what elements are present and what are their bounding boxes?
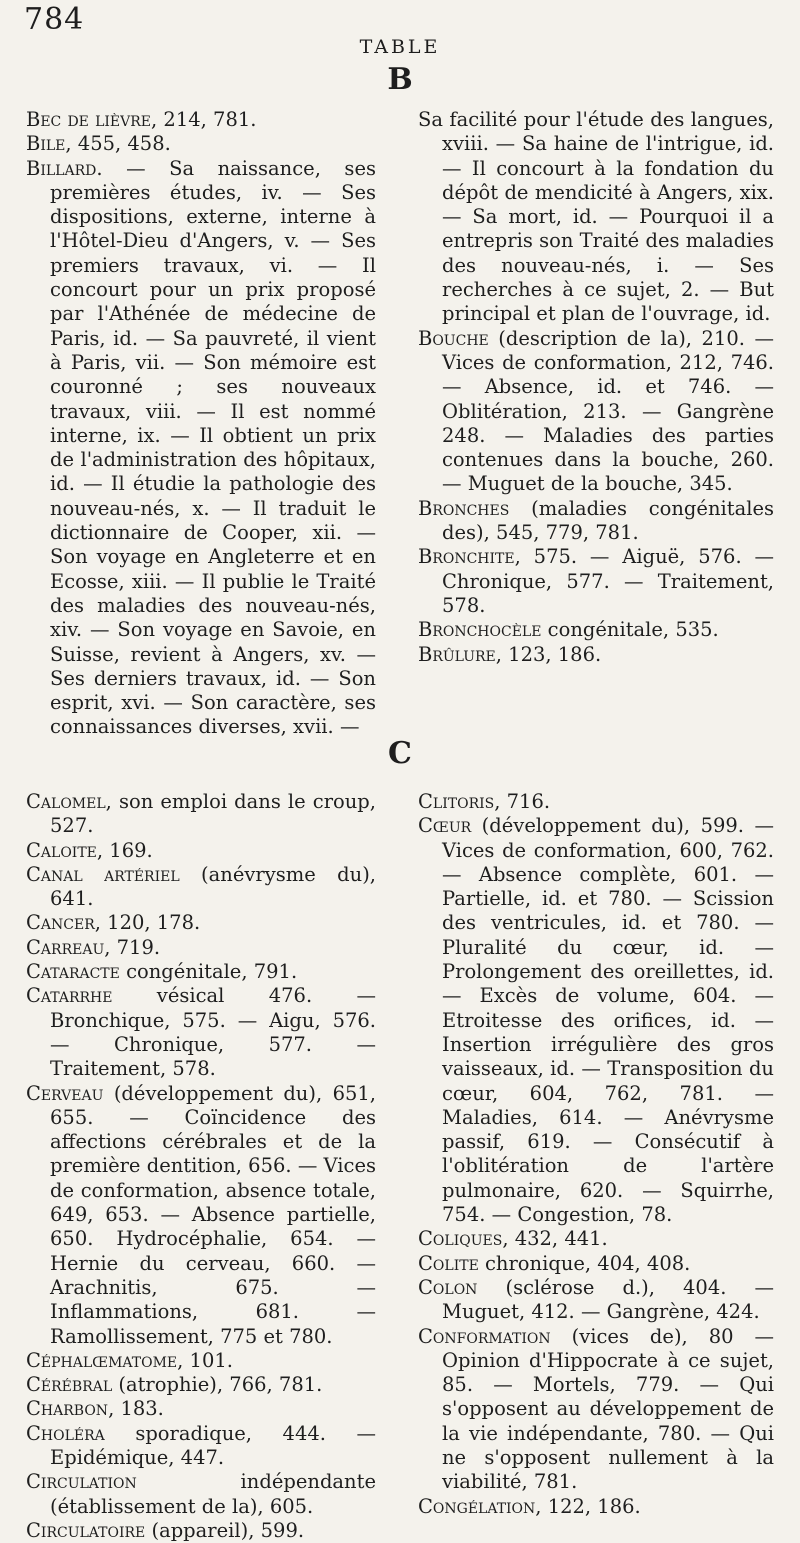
entry-heading: Cancer: [26, 911, 95, 935]
index-entry: [418, 497, 774, 546]
section-c-right-column: [418, 790, 774, 1519]
entry-text: , 169.: [96, 838, 153, 862]
entry-text: chronique, 404, 408.: [478, 1251, 691, 1275]
entry-heading: Canal artériel: [26, 862, 180, 886]
entry-text: vésical 476. — Bronchique, 575. — Aigu, 576. — Chronique, 577. — Traitement, 578.: [50, 984, 376, 1081]
entry-text: congénitale, 791.: [119, 960, 298, 984]
entry-heading: Cérébral: [26, 1373, 113, 1397]
entry-text: , 123, 186.: [495, 642, 602, 666]
index-entry: [418, 1227, 774, 1251]
entry-heading: Cataracte: [26, 960, 120, 984]
index-entry: [26, 108, 376, 132]
index-entry: [26, 132, 376, 156]
index-entry: [26, 911, 376, 935]
entry-heading: Charbon: [26, 1397, 109, 1421]
entry-heading: Circulation: [26, 1470, 137, 1494]
index-entry: [418, 814, 774, 1227]
entry-text: (atrophie), 766, 781.: [112, 1373, 323, 1397]
section-b-left-column: [26, 108, 376, 740]
entry-text: , 120, 178.: [94, 911, 201, 935]
index-entry: [26, 839, 376, 863]
index-entry: [26, 1349, 376, 1373]
entry-heading: Catarrhe: [26, 984, 113, 1008]
index-entry: [418, 1495, 774, 1519]
entry-heading: Congélation: [418, 1494, 536, 1518]
index-entry: [26, 960, 376, 984]
entry-text: , son emploi dans le croup, 527.: [50, 790, 376, 838]
index-entry: [418, 108, 774, 327]
entry-text: (appareil), 599.: [145, 1518, 305, 1542]
entry-text: , 183.: [108, 1397, 164, 1421]
index-entry: [26, 863, 376, 912]
entry-heading: Bronchocèle: [418, 618, 542, 642]
entry-heading: Brûlure: [418, 642, 496, 666]
entry-heading: Circulatoire: [26, 1518, 146, 1542]
entry-text: congénitale, 535.: [541, 618, 719, 642]
index-entry: [26, 984, 376, 1081]
index-entry: [418, 643, 774, 667]
entry-heading: Céphalœmatome: [26, 1348, 178, 1372]
index-entry: [26, 1082, 376, 1349]
entry-heading: Coliques: [418, 1227, 503, 1251]
section-b-right-column: [418, 108, 774, 667]
entry-text: (vices de), 80 — Opinion d'Hippocrate à ce sujet, 85. — Mortels, 779. — Qui s'opposent au développement de la vie indépendante, 780. — Qui ne s'opposent nullement à la viabilité, 781.: [442, 1324, 774, 1494]
index-entry: [26, 936, 376, 960]
entry-heading: Colon: [418, 1275, 478, 1299]
section-c-left-column: [26, 790, 376, 1543]
entry-text: indépendante (établissement de la), 605.: [50, 1470, 376, 1518]
entry-heading: Bouche: [418, 326, 489, 350]
entry-heading: Cœur: [418, 814, 472, 838]
index-entry: [418, 545, 774, 618]
entry-text: , 432, 441.: [502, 1227, 608, 1251]
entry-text: , 214, 781.: [151, 108, 257, 131]
section-letter-c: C: [388, 736, 412, 771]
entry-heading: Calomel: [26, 790, 106, 813]
index-entry: [418, 1325, 774, 1495]
index-entry: [26, 1422, 376, 1471]
index-entry: [418, 1252, 774, 1276]
entry-text: Sa facilité pour l'étude des langues, xviii. — Sa haine de l'intrigue, id. — Il concourt à la fondation du dépôt de mendicité à Angers, xix. — Sa mort, id. — Pourquoi il a entrepris son Traité des maladies des nouveau-nés, i. — Ses recherches à ce sujet, 2. — But principal et plan de l'ouvrage, id.: [418, 108, 774, 326]
entry-text: , 101.: [177, 1348, 233, 1372]
entry-text: (sclérose d.), 404. — Muguet, 412. — Gangrène, 424.: [442, 1275, 774, 1324]
index-entry: [26, 1519, 376, 1543]
index-entry: [26, 790, 376, 839]
entry-text: (développement du), 651, 655. — Coïncidence des affections cérébrales et de la première dentition, 656. — Vices de conformation, absence totale, 649, 653. — Absence partielle, 650. Hydrocéphalie, 654. — Hernie du cerveau, 660. — Arachnitis, 675. — Inflammations, 681. — Ramollissement, 775 et 780.: [50, 1081, 376, 1348]
index-entry: [26, 1373, 376, 1397]
entry-text: , 455, 458.: [65, 132, 171, 156]
entry-heading: Caloite: [26, 838, 97, 862]
entry-text: (maladies congénitales des), 545, 779, 781.: [442, 496, 774, 545]
entry-heading: Carreau: [26, 935, 105, 959]
index-entry: [418, 327, 774, 497]
entry-heading: Billard.: [26, 156, 103, 180]
page-number: 784: [24, 2, 85, 37]
running-head: TABLE: [359, 36, 441, 58]
section-letter-b: B: [387, 62, 413, 97]
entry-heading: Cerveau: [26, 1081, 104, 1105]
entry-text: (description de la), 210. — Vices de conformation, 212, 746. — Absence, id. et 746. — Oblitération, 213. — Gangrène 248. — Maladies des parties contenues dans la bouche, 260. — Muguet de la bouche, 345.: [442, 326, 774, 496]
entry-heading: Bronches: [418, 496, 510, 520]
entry-text: sporadique, 444. — Epidémique, 447.: [50, 1421, 376, 1470]
index-entry: [26, 1470, 376, 1519]
entry-heading: Colite: [418, 1251, 479, 1275]
entry-heading: Clitoris: [418, 790, 495, 813]
index-entry: [418, 790, 774, 814]
index-entry: [418, 618, 774, 642]
entry-text: , 575. — Aiguë, 576. — Chronique, 577. — Traitement, 578.: [442, 545, 774, 617]
entry-heading: Conformation: [418, 1324, 551, 1348]
index-entry: [26, 157, 376, 740]
entry-heading: Bile: [26, 132, 66, 156]
entry-heading: Choléra: [26, 1421, 105, 1445]
index-entry: [418, 1276, 774, 1325]
entry-text: , 122, 186.: [535, 1494, 641, 1518]
index-entry: [26, 1397, 376, 1421]
entry-heading: Bec de lièvre: [26, 108, 152, 131]
entry-heading: Bronchite: [418, 545, 515, 569]
entry-text: (anévrysme du), 641.: [50, 862, 376, 911]
entry-text: , 716.: [494, 790, 551, 813]
entry-text: , 719.: [104, 935, 161, 959]
entry-text: (développement du), 599. — Vices de conformation, 600, 762. — Absence complète, 601. — Partielle, id. et 780. — Scission des ventricules, id. et 780. — Pluralité du cœur, id. — Prolongement des oreillettes, id. — Excès de volume, 604. — Etroitesse des orifices, id. — Insertion irrégulière des gros vaisseaux, id. — Transposition du cœur, 604, 762, 781. — Maladies, 614. — Anévrysme passif, 619. — Consécutif à l'oblitération de l'artère pulmonaire, 620. — Squirrhe, 754. — Congestion, 78.: [442, 814, 774, 1227]
entry-text: — Sa naissance, ses premières études, iv. — Ses dispositions, externe, interne à l'Hôtel-Dieu d'Angers, v. — Ses premiers travaux, vi. — Il concourt pour un prix proposé par l'Athénée de médecine de Paris, id. — Sa pauvreté, il vient à Paris, vii. — Son mémoire est couronné ; ses nouveaux travaux, viii. — Il est nommé interne, ix. — Il obtient un prix de l'administration des hôpitaux, id. — Il étudie la pathologie des nouveau-nés, x. — Il traduit le dictionnaire de Cooper, xii. — Son voyage en Angleterre et en Ecosse, xiii. — Il publie le Traité des maladies des nouveau-nés, xiv. — Son voyage en Savoie, en Suisse, revient à Angers, xv. — Ses derniers travaux, id. — Son esprit, xvi. — Son caractère, ses connaissances diverses, xvii. —: [50, 156, 376, 739]
